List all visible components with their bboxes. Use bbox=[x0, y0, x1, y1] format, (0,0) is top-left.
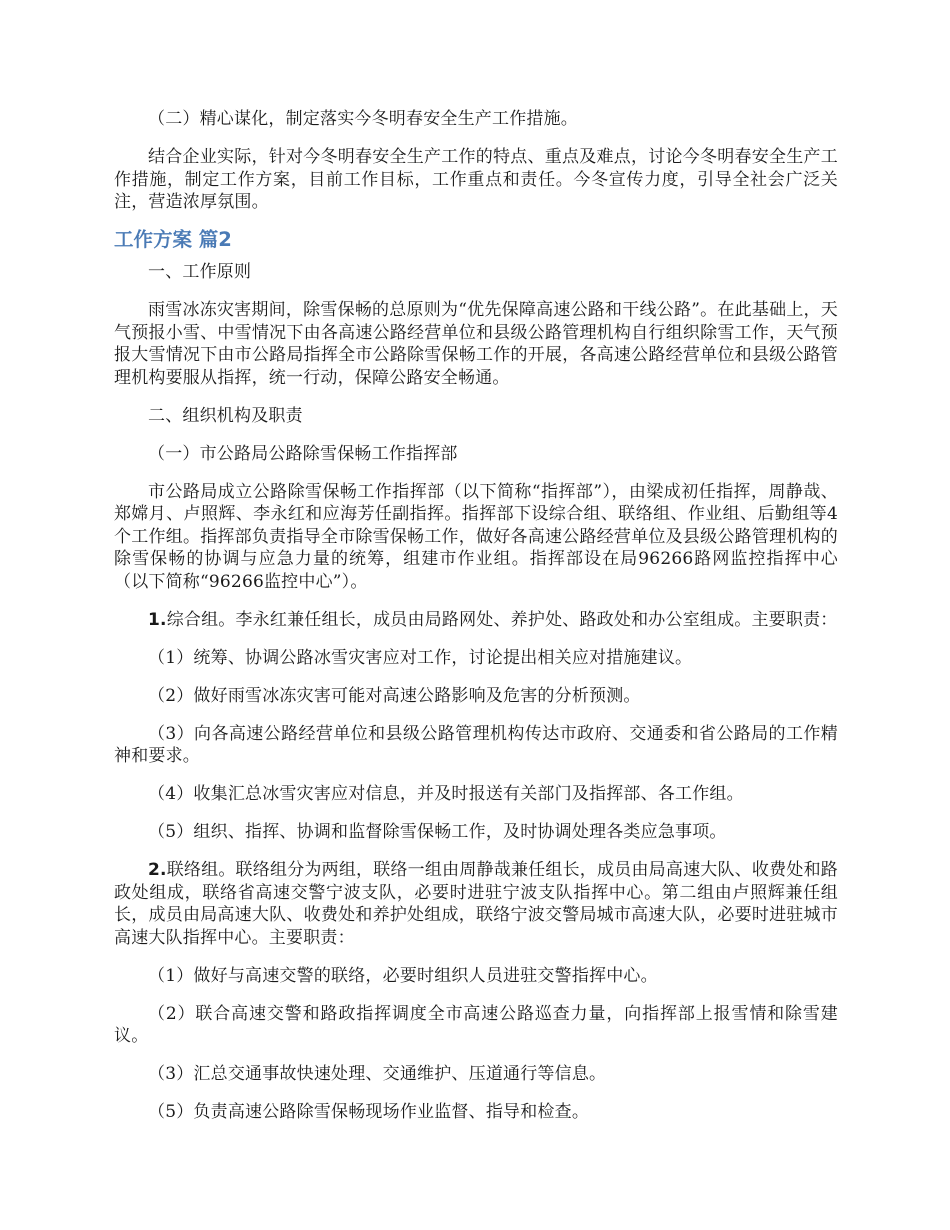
paragraph: 结合企业实际，针对今冬明春安全生产工作的特点、重点及难点，讨论今冬明春安全生产工作措施，制定工作方案，目前工作目标，工作重点和责任。今冬宣传力度，引导全社会广泛关注，营造浓厚氛围。 bbox=[114, 147, 838, 212]
paragraph: （一）市公路局公路除雪保畅工作指挥部 bbox=[148, 443, 458, 464]
paragraph: （2）联合高速交警和路政指挥调度全市高速公路巡查力量，向指挥部上报雪情和除雪建议。 bbox=[114, 1003, 838, 1046]
paragraph: 雨雪冰冻灾害期间，除雪保畅的总原则为“优先保障高速公路和干线公路”。在此基础上，天气预报小雪、中雪情况下由各高速公路经营单位和县级公路管理机构自行组织除雪工作，天气预报大雪情况下由市公路局指挥全市公路除雪保畅工作的开展，各高速公路经营单位和县级公路管理机构要服从指挥，统一行动，保障公路安全畅通。 bbox=[114, 300, 838, 388]
paragraph: （5）负责高速公路除雪保畅现场作业监督、指导和检查。 bbox=[148, 1102, 590, 1122]
document-page bbox=[114, 108, 838, 1139]
paragraph: （2）做好雨雪冰冻灾害可能对高速公路影响及危害的分析预测。 bbox=[148, 685, 641, 706]
paragraph bbox=[114, 859, 838, 949]
section-heading: 工作方案 篇2 bbox=[114, 228, 232, 251]
item-number: 2. bbox=[148, 860, 167, 880]
paragraph-text: 联络组。联络组分为两组，联络一组由周静哉兼任组长，成员由局高速大队、收费处和路政处组成，联络省高速交警宁波支队，必要时进驻宁波支队指挥中心。第二组由卢照辉兼任组长，成员由局高速大队、收费处和养护处组成，联络宁波交警局城市高速大队，必要时进驻城市高速大队指挥中心。主要职责： bbox=[114, 860, 838, 948]
item-number: 1. bbox=[148, 609, 167, 630]
paragraph: 市公路局成立公路除雪保畅工作指挥部（以下简称“指挥部”），由梁成初任指挥，周静哉、郑嫦月、卢照辉、李永红和应海芳任副指挥。指挥部下设综合组、联络组、作业组、后勤组等4个工作组。指挥部负责指导全市除雪保畅工作，做好各高速公路经营单位及县级公路管理机构的除雪保畅的协调与应急力量的统筹，组建市作业组。指挥部设在局96266路网监控指挥中心（以下简称“96266监控中心”）。 bbox=[114, 481, 838, 592]
paragraph: （3）向各高速公路经营单位和县级公路管理机构传达市政府、交通委和省公路局的工作精神和要求。 bbox=[114, 723, 838, 766]
paragraph-text: 综合组。李永红兼任组长，成员由局路网处、养护处、路政处和办公室组成。主要职责： bbox=[166, 609, 838, 630]
paragraph: （二）精心谋化，制定落实今冬明春安全生产工作措施。 bbox=[148, 109, 578, 129]
paragraph: 一、工作原则 bbox=[148, 262, 252, 282]
paragraph: （1）统筹、协调公路冰雪灾害应对工作，讨论提出相关应对措施建议。 bbox=[148, 647, 693, 668]
paragraph: 二、组织机构及职责 bbox=[148, 405, 303, 426]
paragraph: （3）汇总交通事故快速处理、交通维护、压道通行等信息。 bbox=[148, 1064, 607, 1084]
paragraph: （4）收集汇总冰雪灾害应对信息，并及时报送有关部门及指挥部、各工作组。 bbox=[148, 784, 744, 804]
paragraph: （1）做好与高速交警的联络，必要时组织人员进驻交警指挥中心。 bbox=[148, 965, 658, 986]
paragraph: （5）组织、指挥、协调和监督除雪保畅工作，及时协调处理各类应急事项。 bbox=[148, 822, 727, 842]
paragraph bbox=[114, 609, 838, 632]
